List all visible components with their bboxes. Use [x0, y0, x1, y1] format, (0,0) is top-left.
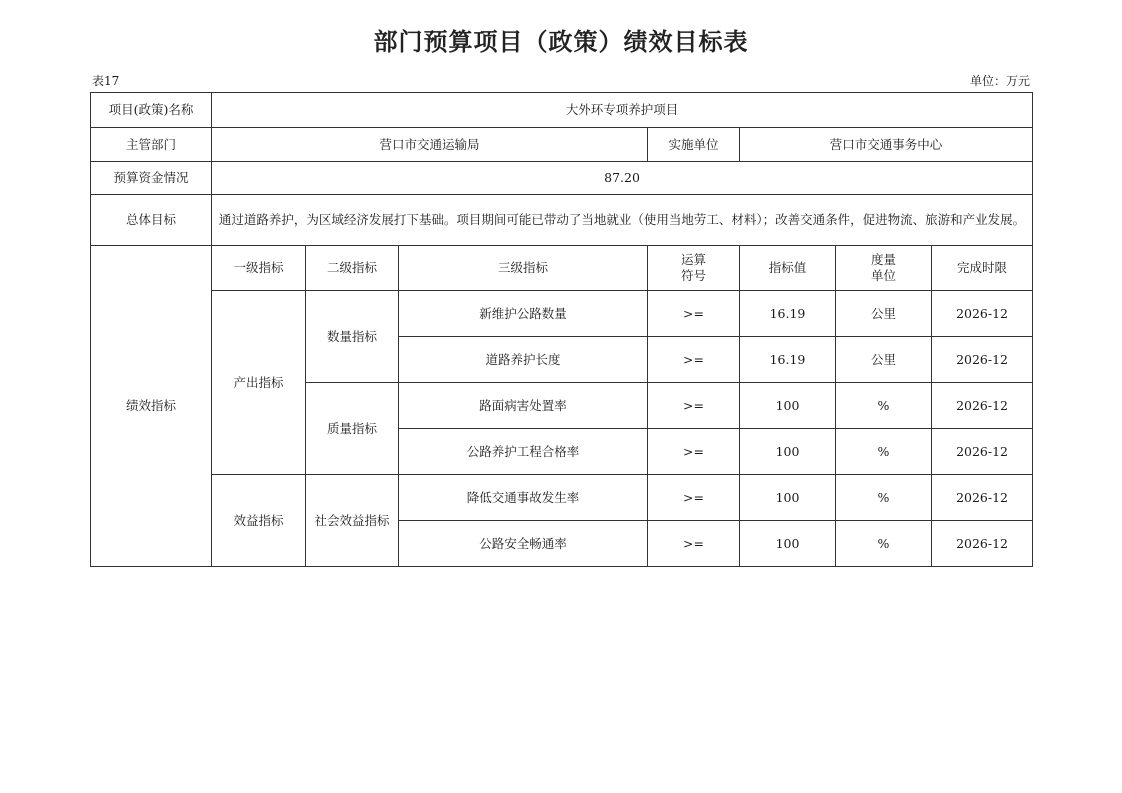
indicator-unit: 公里 [836, 291, 932, 337]
unit-label: 单位：万元 [969, 74, 1030, 88]
indicator-operator: >= [648, 429, 740, 475]
budget-label: 预算资金情况 [91, 162, 212, 195]
header-unit-line2: 单位 [870, 268, 896, 283]
indicator-value: 100 [740, 429, 836, 475]
header-value: 指标值 [740, 246, 836, 291]
indicator-value: 100 [740, 521, 836, 567]
indicator-name: 公路养护工程合格率 [399, 429, 648, 475]
indicator-unit: % [836, 521, 932, 567]
level2-quantity-indicator: 数量指标 [306, 291, 399, 383]
indicator-operator: >= [648, 291, 740, 337]
overall-goal-text: 通过道路养护，为区域经济发展打下基础。项目期间可能已带动了当地就业（使用当地劳工、材料）；改善交通条件，促进物流、旅游和产业发展。 [212, 195, 1033, 246]
header-level2: 二级指标 [306, 246, 399, 291]
indicator-name: 降低交通事故发生率 [399, 475, 648, 521]
indicator-deadline: 2026-12 [932, 475, 1033, 521]
indicator-unit: % [836, 475, 932, 521]
project-name-label: 项目(政策)名称 [91, 93, 212, 128]
implementing-unit-value: 营口市交通事务中心 [740, 128, 1033, 162]
project-name-row [91, 93, 1033, 128]
level1-output-indicator: 产出指标 [212, 291, 306, 475]
header-unit [836, 246, 932, 291]
indicator-name: 路面病害处置率 [399, 383, 648, 429]
header-operator-line1: 运算 [680, 252, 706, 267]
indicator-operator: >= [648, 337, 740, 383]
page-title: 部门预算项目（政策）绩效目标表 [373, 27, 749, 56]
indicator-deadline: 2026-12 [932, 337, 1033, 383]
indicator-unit: % [836, 383, 932, 429]
overall-goal-label: 总体目标 [91, 195, 212, 246]
indicator-value: 100 [740, 475, 836, 521]
header-level3: 三级指标 [399, 246, 648, 291]
project-name-value: 大外环专项养护项目 [212, 93, 1033, 128]
header-level1: 一级指标 [212, 246, 306, 291]
indicator-operator: >= [648, 521, 740, 567]
indicator-name: 新维护公路数量 [399, 291, 648, 337]
department-value: 营口市交通运输局 [212, 128, 648, 162]
indicator-operator: >= [648, 383, 740, 429]
level2-quality-indicator: 质量指标 [306, 383, 399, 475]
implementing-unit-label: 实施单位 [648, 128, 740, 162]
performance-target-table [90, 92, 1033, 567]
performance-indicator-label: 绩效指标 [91, 246, 212, 567]
indicator-name: 道路养护长度 [399, 337, 648, 383]
budget-value: 87.20 [212, 162, 1033, 195]
indicator-row [91, 291, 1033, 337]
indicator-value: 16.19 [740, 337, 836, 383]
indicator-row [91, 475, 1033, 521]
indicator-deadline: 2026-12 [932, 291, 1033, 337]
header-operator [648, 246, 740, 291]
indicator-operator: >= [648, 475, 740, 521]
indicator-unit: % [836, 429, 932, 475]
indicator-name: 公路安全畅通率 [399, 521, 648, 567]
indicator-unit: 公里 [836, 337, 932, 383]
table-number: 表17 [92, 74, 120, 88]
level1-benefit-indicator: 效益指标 [212, 475, 306, 567]
department-label: 主管部门 [91, 128, 212, 162]
level2-social-benefit-indicator: 社会效益指标 [306, 475, 399, 567]
department-row [91, 128, 1033, 162]
header-unit-line1: 度量 [870, 252, 896, 267]
header-deadline: 完成时限 [932, 246, 1033, 291]
budget-row [91, 162, 1033, 195]
indicator-deadline: 2026-12 [932, 521, 1033, 567]
indicator-value: 16.19 [740, 291, 836, 337]
header-operator-line2: 符号 [680, 268, 706, 283]
indicator-deadline: 2026-12 [932, 429, 1033, 475]
indicator-value: 100 [740, 383, 836, 429]
indicator-deadline: 2026-12 [932, 383, 1033, 429]
overall-goal-row [91, 195, 1033, 246]
indicator-header-row [91, 246, 1033, 291]
